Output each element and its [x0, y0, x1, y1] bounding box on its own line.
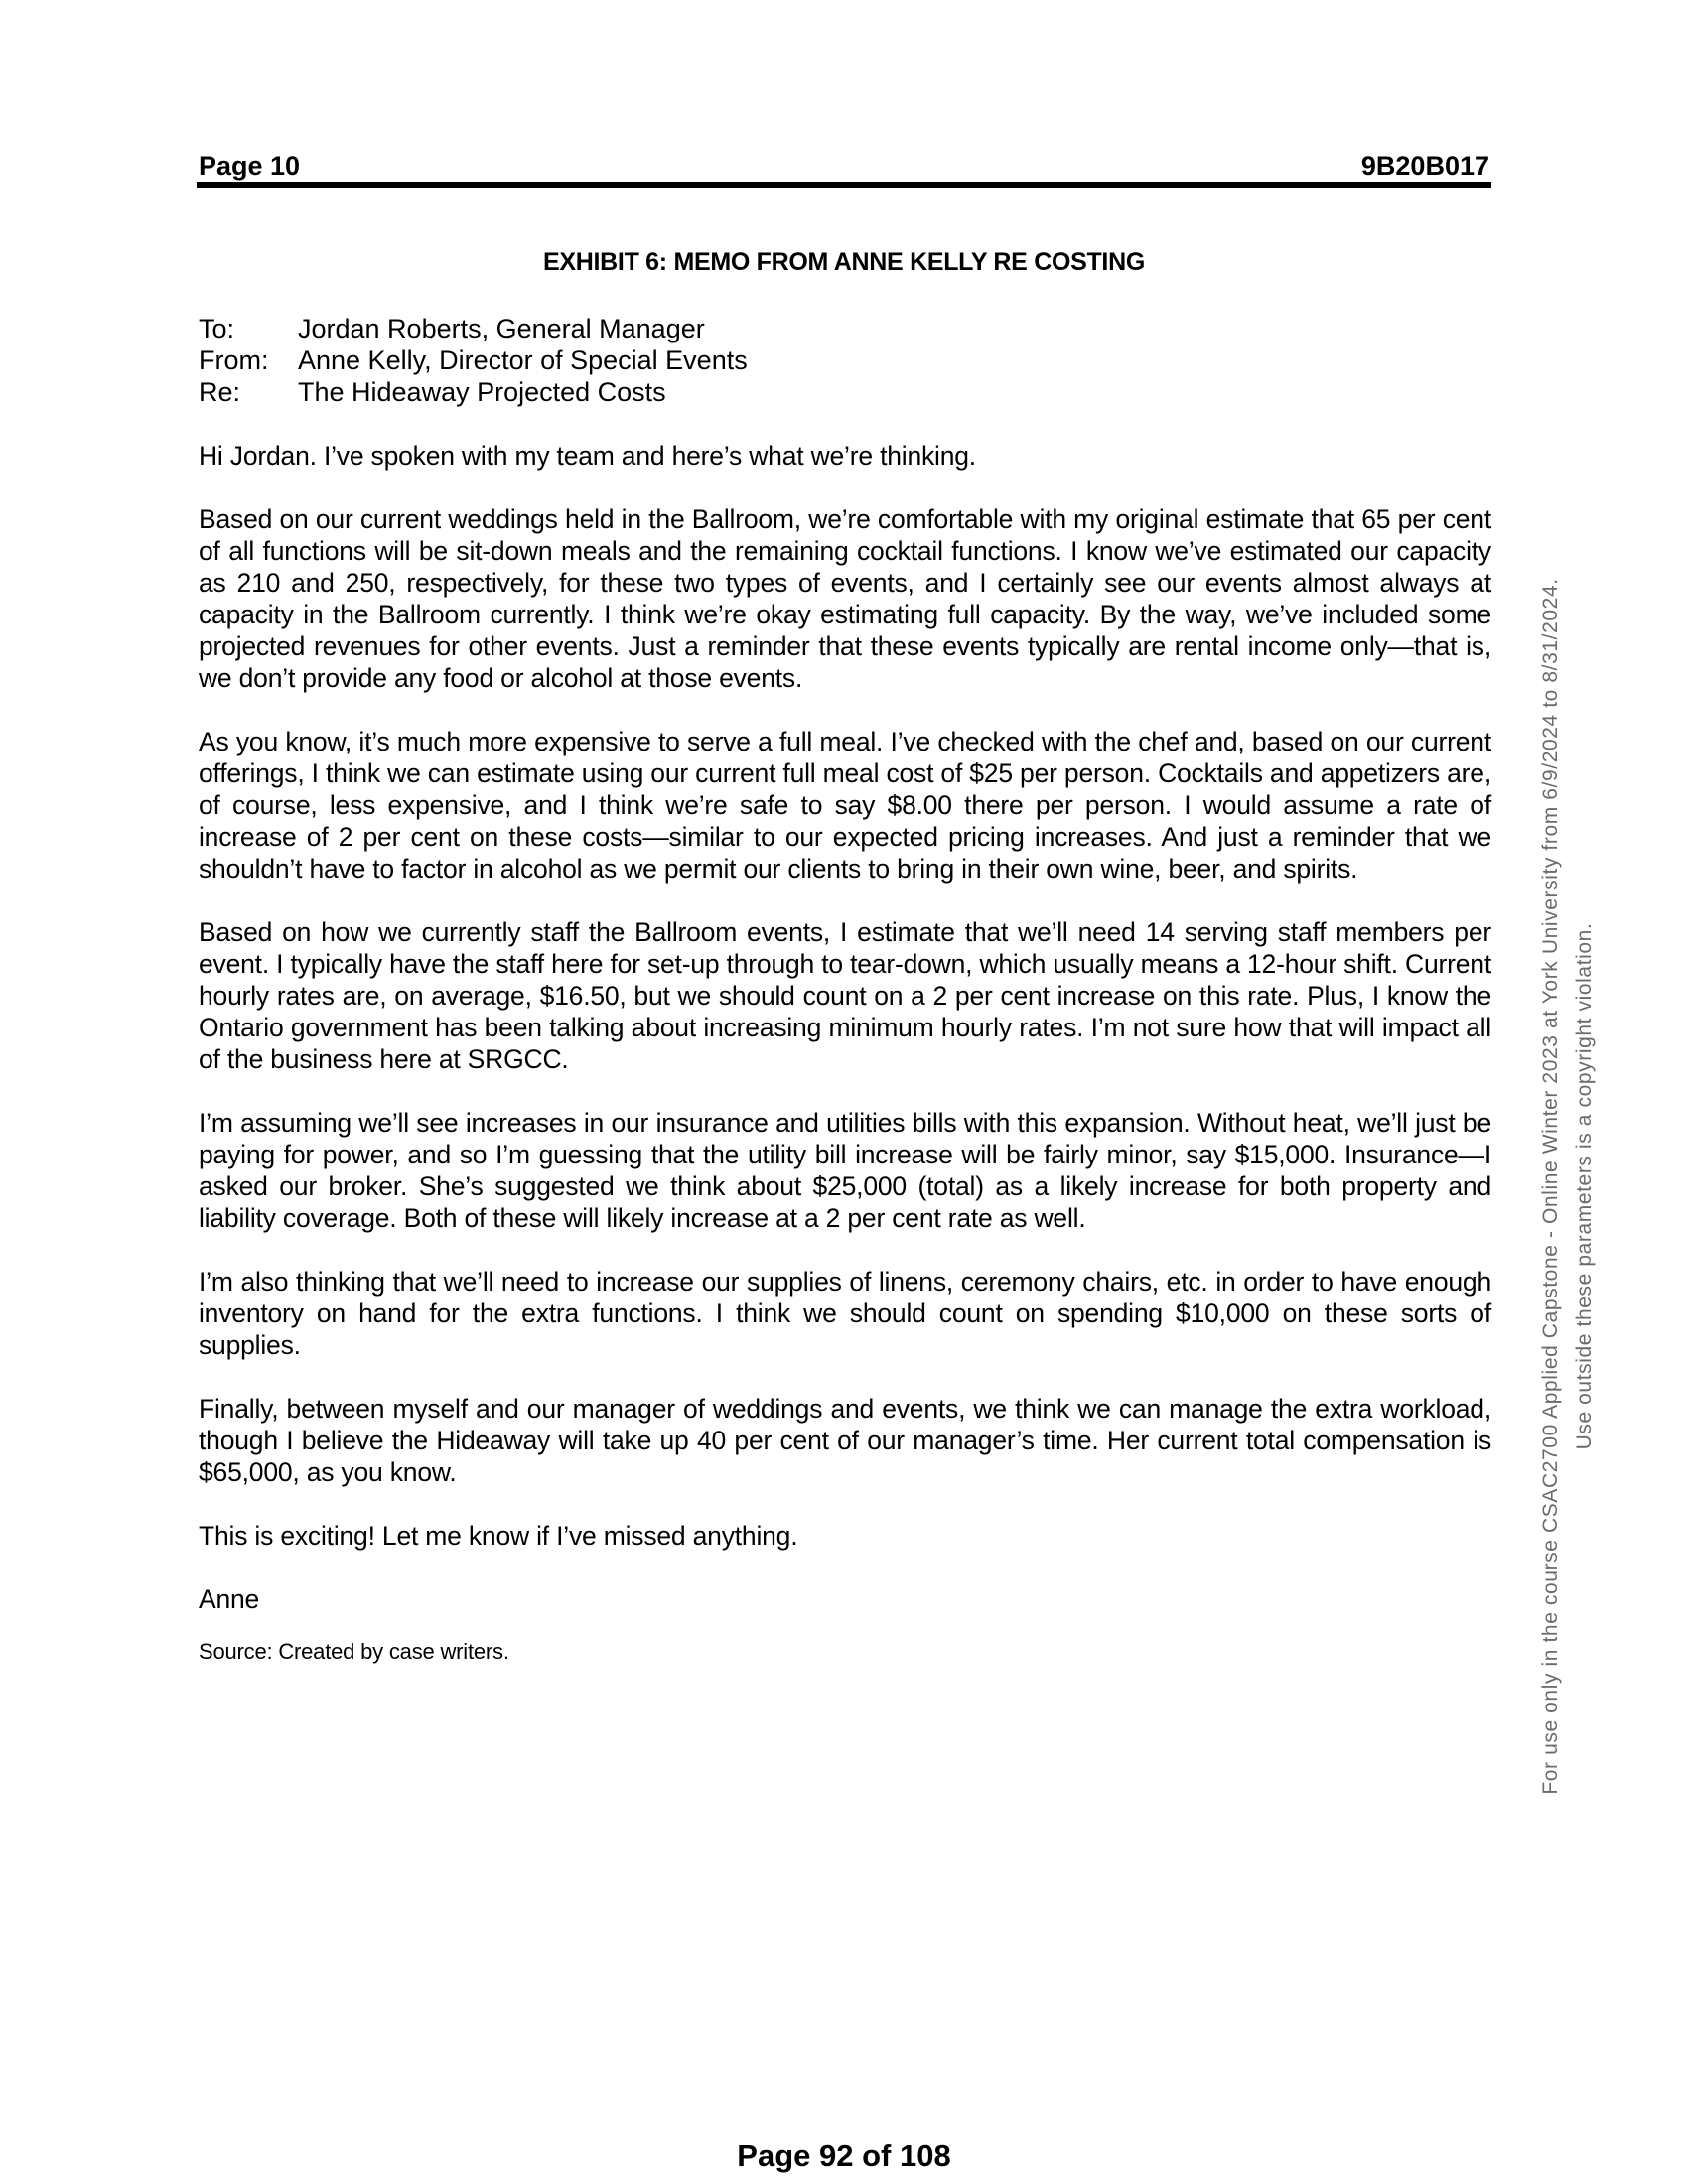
memo-body [199, 440, 1491, 1697]
paragraph-insurance-utilities: I’m assuming we’ll see increases in our insurance and utilities bills with this expansion. Without heat, we’ll just be paying for power, and so I’m guessing that the utility bill increase will be fairly minor, say $15,000. Insurance—I asked our broker. She’s suggested we think about $25,000 (total) as a likely increase for both property and liability coverage. Both of these will likely increase at a 2 per cent rate as well. [199, 1108, 1491, 1233]
paragraph-supplies: I’m also thinking that we’ll need to increase our supplies of linens, ceremony chairs, etc. in order to have enough inventory on hand for the extra functions. I think we should count on spending $10,000 on these sorts of supplies. [199, 1267, 1491, 1360]
paragraph-manager-time: Finally, between myself and our manager of weddings and events, we think we can manage the extra workload, though I believe the Hideaway will take up 40 per cent of our manager’s time. Her current total compensation is $65,000, as you know. [199, 1394, 1491, 1487]
memo-from-row [199, 344, 1489, 376]
signoff: Anne [199, 1584, 260, 1614]
page-footer: Page 92 of 108 [737, 2138, 951, 2173]
memo-to-row [199, 313, 1489, 344]
memo-re-row [199, 376, 1489, 408]
case-code: 9B20B017 [1360, 151, 1489, 181]
paragraph-staffing: Based on how we currently staff the Ballroom events, I estimate that we’ll need 14 serving staff members per event. I typically have the staff here for set-up through to tear-down, which usually means a 12-hour shift. Current hourly rates are, on average, $16.50, but we should count on a 2 per cent increase on this rate. Plus, I know the Ontario government has been talking about increasing minimum hourly rates. I’m not sure how that will impact all of the business here at SRGCC. [199, 917, 1492, 1074]
paragraph-capacity: Based on our current weddings held in the Ballroom, we’re comfortable with my original estimate that 65 per cent of all functions will be sit-down meals and the remaining cocktail functions. I know we’ve estimated our capacity as 210 and 250, respectively, for these two types of events, and I certainly see our events almost always at capacity in the Ballroom currently. I think we’re okay estimating full capacity. By the way, we’ve included some projected revenues for other events. Just a reminder that these events typically are rental income only—that is, we don’t provide any food or alcohol at those events. [199, 504, 1491, 693]
watermark-line-2: Use outside these parameters is a copyright violation. [1573, 922, 1596, 1450]
exhibit-title: EXHIBIT 6: MEMO FROM ANNE KELLY RE COSTING [543, 248, 1145, 276]
memo-re-value: The Hideaway Projected Costs [298, 377, 666, 407]
memo-header [199, 313, 1489, 408]
memo-to-label: To: [199, 314, 235, 343]
page-number-label: Page 10 [199, 151, 301, 181]
memo-re-label: Re: [199, 377, 241, 407]
paragraph-greeting: Hi Jordan. I’ve spoken with my team and here’s what we’re thinking. [199, 441, 976, 471]
memo-to-value: Jordan Roberts, General Manager [298, 314, 705, 343]
watermark-line-1: For use only in the course CSAC2700 Applied Capstone - Online Winter 2023 at York University from 6/9/2024 to 8/31/2024. [1539, 578, 1562, 1795]
page-header [199, 151, 1489, 181]
paragraph-closing: This is exciting! Let me know if I’ve missed anything. [199, 1521, 798, 1551]
header-divider [197, 182, 1491, 188]
paragraph-meal-costs: As you know, it’s much more expensive to serve a full meal. I’ve checked with the chef and, based on our current offerings, I think we can estimate using our current full meal cost of $25 per person. Cocktails and appetizers are, of course, less expensive, and I think we’re safe to say $8.00 there per person. I would assume a rate of increase of 2 per cent on these costs—similar to our expected pricing increases. And just a reminder that we shouldn’t have to factor in alcohol as we permit our clients to bring in their own wine, beer, and spirits. [199, 727, 1491, 884]
memo-from-value: Anne Kelly, Director of Special Events [298, 345, 748, 375]
source-note: Source: Created by case writers. [199, 1639, 509, 1664]
memo-from-label: From: [199, 345, 269, 375]
copyright-watermark [1534, 541, 1610, 1832]
